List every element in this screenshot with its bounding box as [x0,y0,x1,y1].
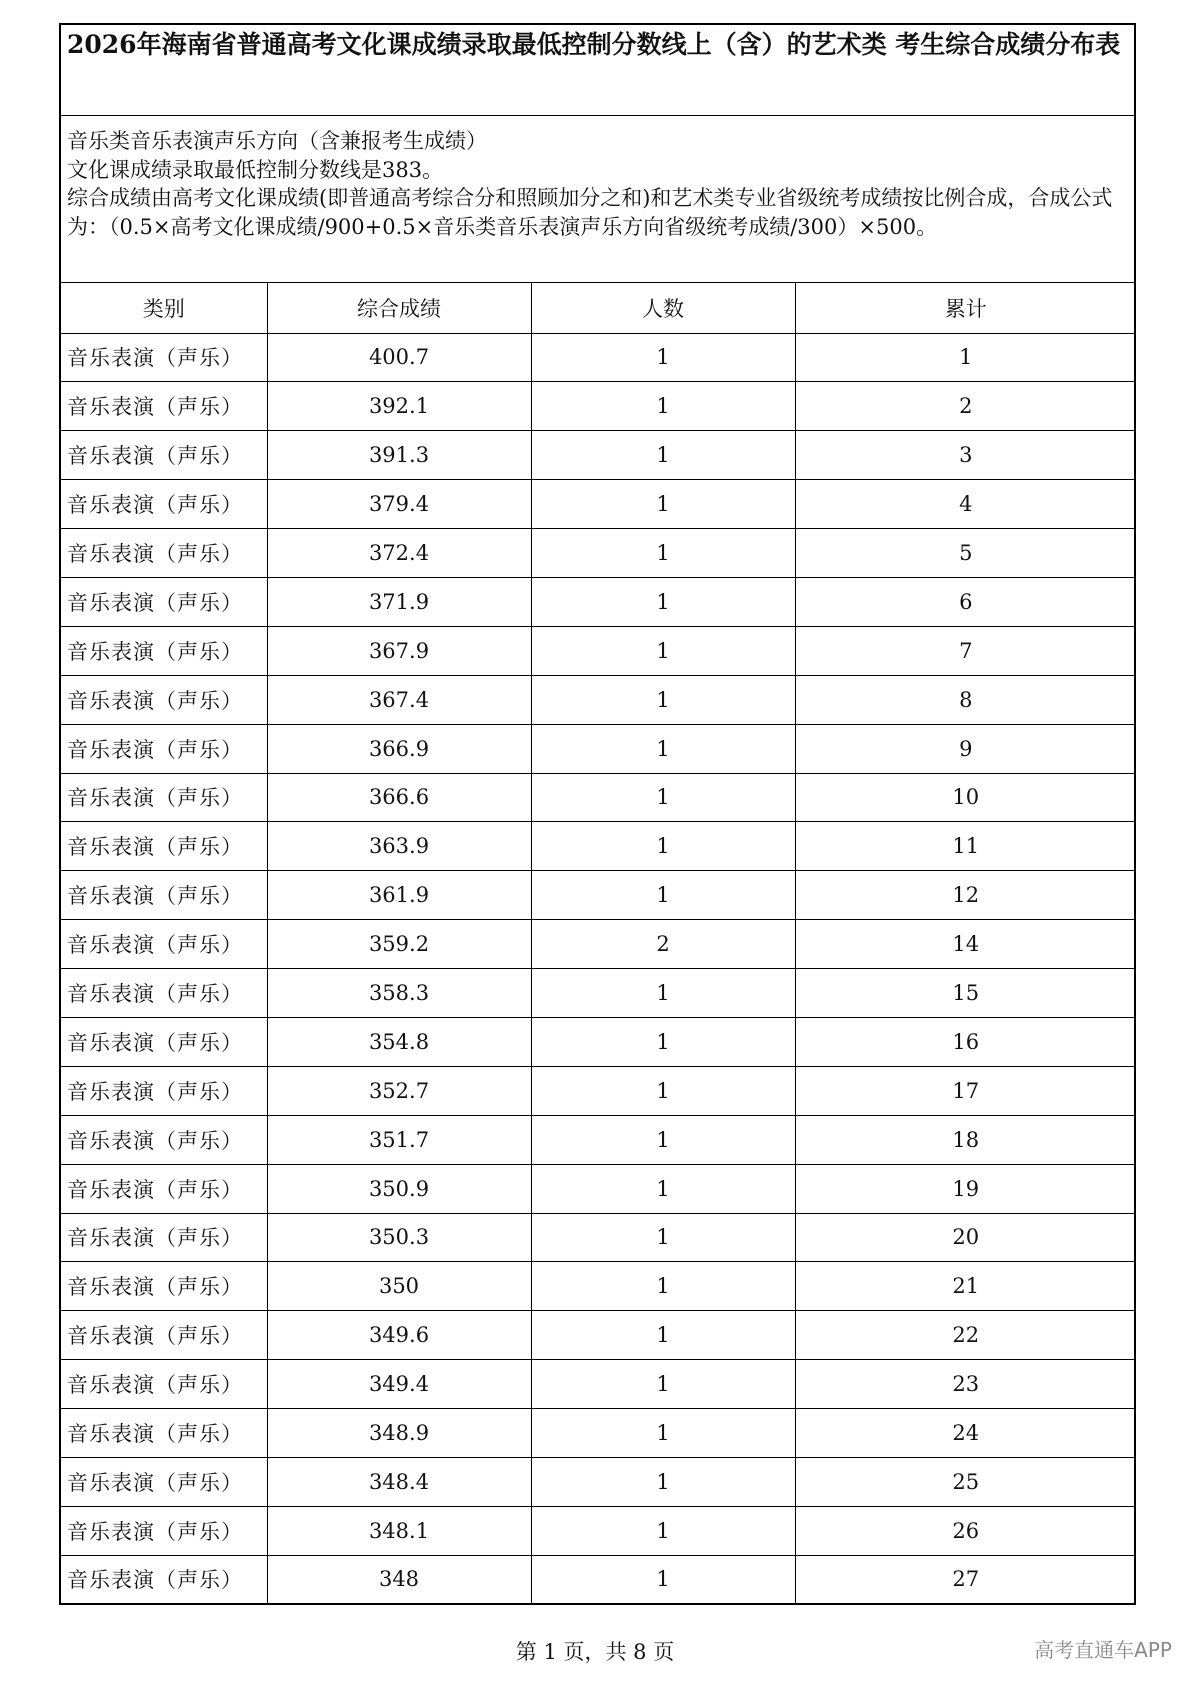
row-score: 367.9 [267,626,531,675]
table-row [61,1164,1136,1213]
row-cumulative: 19 [795,1164,1136,1213]
row-score: 366.6 [267,773,531,822]
row-category: 音乐表演（声乐） [61,724,267,773]
row-cumulative: 11 [795,822,1136,871]
row-count: 1 [531,1066,795,1115]
notes-section [61,116,1134,283]
table-row [61,920,1136,969]
note-category: 音乐类音乐表演声乐方向（含兼报考生成绩） [67,129,487,153]
row-cumulative: 25 [795,1457,1136,1506]
row-cumulative: 6 [795,577,1136,626]
row-cumulative: 5 [795,529,1136,578]
document-title: 2026年海南省普通高考文化课成绩录取最低控制分数线上（含）的艺术类 考生综合成绩分布表 [61,25,1134,116]
row-score: 366.9 [267,724,531,773]
row-count: 1 [531,333,795,382]
row-count: 1 [531,1457,795,1506]
row-count: 1 [531,1164,795,1213]
row-count: 1 [531,382,795,431]
row-category: 音乐表演（声乐） [61,1457,267,1506]
row-count: 2 [531,920,795,969]
row-score: 371.9 [267,577,531,626]
row-count: 1 [531,1311,795,1360]
table-row [61,382,1136,431]
table-row [61,480,1136,529]
table-row [61,969,1136,1018]
row-count: 1 [531,1506,795,1555]
row-count: 1 [531,480,795,529]
note-formula: 综合成绩由高考文化课成绩(即普通高考综合分和照顾加分之和)和艺术类专业省级统考成绩按比例合成，合成公式为：（0.5×高考文化课成绩/900+0.5×音乐类音乐表演声乐方向省级统考成绩/300）×500。 [67,186,1113,239]
row-count: 1 [531,1213,795,1262]
row-score: 348 [267,1555,531,1604]
row-score: 348.1 [267,1506,531,1555]
table-header-row [61,283,1136,333]
row-cumulative: 23 [795,1360,1136,1409]
row-category: 音乐表演（声乐） [61,577,267,626]
row-cumulative: 16 [795,1017,1136,1066]
header-score: 综合成绩 [267,283,531,333]
row-category: 音乐表演（声乐） [61,871,267,920]
header-count: 人数 [531,283,795,333]
row-cumulative: 24 [795,1409,1136,1458]
row-score: 372.4 [267,529,531,578]
table-row [61,1555,1136,1604]
row-score: 349.6 [267,1311,531,1360]
row-category: 音乐表演（声乐） [61,382,267,431]
row-category: 音乐表演（声乐） [61,1017,267,1066]
row-category: 音乐表演（声乐） [61,1262,267,1311]
row-count: 1 [531,1360,795,1409]
row-cumulative: 3 [795,431,1136,480]
row-category: 音乐表演（声乐） [61,1506,267,1555]
row-count: 1 [531,1555,795,1604]
row-score: 351.7 [267,1115,531,1164]
table-row [61,675,1136,724]
row-category: 音乐表演（声乐） [61,1213,267,1262]
row-category: 音乐表演（声乐） [61,626,267,675]
row-cumulative: 15 [795,969,1136,1018]
table-row [61,1360,1136,1409]
row-cumulative: 1 [795,333,1136,382]
row-score: 379.4 [267,480,531,529]
row-score: 391.3 [267,431,531,480]
row-cumulative: 9 [795,724,1136,773]
row-score: 400.7 [267,333,531,382]
row-score: 350.9 [267,1164,531,1213]
score-table [61,283,1136,1605]
row-score: 367.4 [267,675,531,724]
row-score: 358.3 [267,969,531,1018]
row-category: 音乐表演（声乐） [61,920,267,969]
table-row [61,1409,1136,1458]
row-cumulative: 2 [795,382,1136,431]
row-category: 音乐表演（声乐） [61,333,267,382]
score-distribution-sheet [59,23,1136,1605]
row-category: 音乐表演（声乐） [61,773,267,822]
row-category: 音乐表演（声乐） [61,822,267,871]
row-category: 音乐表演（声乐） [61,1066,267,1115]
table-body [61,333,1136,1604]
table-row [61,1115,1136,1164]
row-category: 音乐表演（声乐） [61,1555,267,1604]
table-row [61,1262,1136,1311]
row-category: 音乐表演（声乐） [61,480,267,529]
header-category: 类别 [61,283,267,333]
row-category: 音乐表演（声乐） [61,675,267,724]
row-cumulative: 8 [795,675,1136,724]
row-count: 1 [531,773,795,822]
row-cumulative: 7 [795,626,1136,675]
table-row [61,822,1136,871]
row-cumulative: 18 [795,1115,1136,1164]
row-cumulative: 10 [795,773,1136,822]
row-score: 348.9 [267,1409,531,1458]
row-category: 音乐表演（声乐） [61,1115,267,1164]
page-number: 第 1 页，共 8 页 [515,1640,675,1664]
row-cumulative: 14 [795,920,1136,969]
row-category: 音乐表演（声乐） [61,1311,267,1360]
row-category: 音乐表演（声乐） [61,431,267,480]
row-count: 1 [531,431,795,480]
table-row [61,871,1136,920]
row-cumulative: 21 [795,1262,1136,1311]
table-row [61,773,1136,822]
row-score: 361.9 [267,871,531,920]
row-score: 350 [267,1262,531,1311]
row-count: 1 [531,529,795,578]
row-score: 349.4 [267,1360,531,1409]
row-count: 1 [531,969,795,1018]
row-cumulative: 12 [795,871,1136,920]
row-score: 352.7 [267,1066,531,1115]
row-count: 1 [531,724,795,773]
row-category: 音乐表演（声乐） [61,1164,267,1213]
row-count: 1 [531,1409,795,1458]
row-count: 1 [531,871,795,920]
row-score: 348.4 [267,1457,531,1506]
table-row [61,1017,1136,1066]
table-row [61,333,1136,382]
row-cumulative: 26 [795,1506,1136,1555]
row-count: 1 [531,1115,795,1164]
row-category: 音乐表演（声乐） [61,1360,267,1409]
table-row [61,577,1136,626]
table-row [61,626,1136,675]
row-count: 1 [531,822,795,871]
row-cumulative: 4 [795,480,1136,529]
row-count: 1 [531,675,795,724]
row-count: 1 [531,626,795,675]
row-score: 392.1 [267,382,531,431]
table-row [61,1457,1136,1506]
row-cumulative: 17 [795,1066,1136,1115]
row-count: 1 [531,1262,795,1311]
row-cumulative: 22 [795,1311,1136,1360]
watermark-text: 高考直通车APP [1034,1638,1172,1662]
row-count: 1 [531,1017,795,1066]
table-row [61,1506,1136,1555]
table-row [61,724,1136,773]
note-cutoff: 文化课成绩录取最低控制分数线是383。 [67,157,444,182]
table-row [61,1066,1136,1115]
row-score: 354.8 [267,1017,531,1066]
row-score: 350.3 [267,1213,531,1262]
row-category: 音乐表演（声乐） [61,1409,267,1458]
table-row [61,1311,1136,1360]
row-category: 音乐表演（声乐） [61,529,267,578]
row-count: 1 [531,577,795,626]
table-row [61,529,1136,578]
row-score: 359.2 [267,920,531,969]
header-cumulative: 累计 [795,283,1136,333]
table-row [61,1213,1136,1262]
row-cumulative: 27 [795,1555,1136,1604]
table-row [61,431,1136,480]
row-category: 音乐表演（声乐） [61,969,267,1018]
row-cumulative: 20 [795,1213,1136,1262]
row-score: 363.9 [267,822,531,871]
